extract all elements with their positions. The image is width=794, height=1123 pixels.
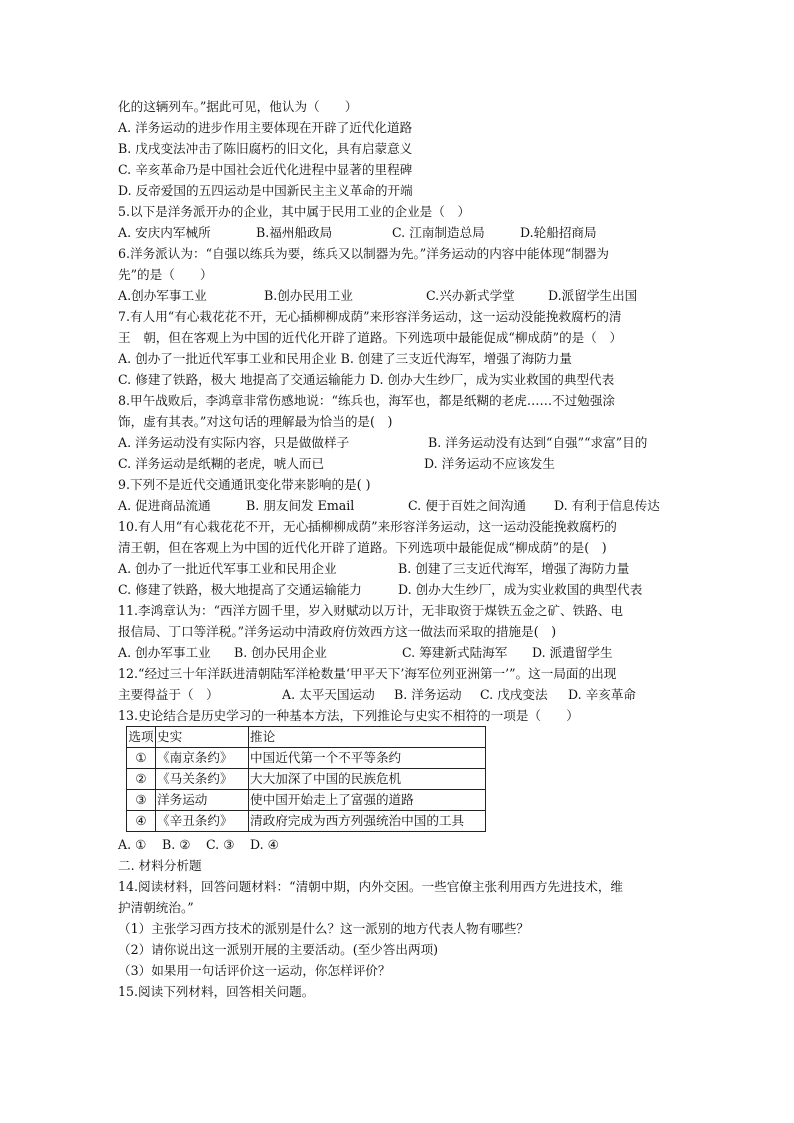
q8-option-c: C. 洋务运动是纸糊的老虎，唬人而已 <box>118 456 325 471</box>
q11-option-d: D. 派遣留学生 <box>532 645 613 660</box>
q14-sub-question-1: （1）主张学习西方技术的派别是什么？这一派别的地方代表人物有哪些？ <box>118 921 530 936</box>
q5-option-d: D.轮船招商局 <box>520 225 597 240</box>
table-cell: ④ <box>127 811 156 832</box>
q6-option-b: B.创办民用工业 <box>264 288 353 303</box>
exam-page <box>118 96 680 1002</box>
table-header-cell: 史实 <box>156 727 249 748</box>
table-cell: ③ <box>127 790 156 811</box>
q7-stem-line2: 王 朝，但在客观上为中国的近代化开辟了道路。下列选项中最能促成“柳成荫”的是（ ） <box>118 330 623 345</box>
q10-option-c: C. 修建了铁路，极大地提高了交通运输能力 <box>118 582 362 597</box>
table-row <box>127 811 486 832</box>
table-header-cell: 推论 <box>249 727 486 748</box>
q9-stem: 9.下列不是近代交通通讯变化带来影响的是( ) <box>118 477 371 492</box>
section-heading: 二. 材料分析题 <box>118 858 202 873</box>
q11-option-b: B. 创办民用企业 <box>234 645 327 660</box>
q11-stem-line1: 11.李鸿章认为：“西洋方圆千里，岁入财赋动以万计，无非取资于煤铁五金之矿、铁路、电 <box>118 603 624 618</box>
q13-option-d: D. ④ <box>250 837 279 852</box>
q7-options-line2: C. 修建了铁路，极大 地提高了交通运输能力 D. 创办大生纱厂，成为实业救国的典型代表 <box>118 372 615 387</box>
q15-stem: 15.阅读下列材料，回答相关问题。 <box>118 984 315 999</box>
q14-sub-question-3: （3）如果用一句话评价这一运动，你怎样评价？ <box>118 963 391 978</box>
q12-option-b: B. 洋务运动 <box>394 687 462 702</box>
table-row <box>127 748 486 769</box>
q5-option-b: B.福州船政局 <box>256 225 333 240</box>
table-cell: ② <box>127 769 156 790</box>
q6-option-c: C.兴办新式学堂 <box>426 288 515 303</box>
q13-stem: 13.史论结合是历史学习的一种基本方法，下列推论与史实不相符的一项是（ ） <box>118 708 579 723</box>
q12-stem-line1: 12.“经过三十年洋跃进清朝陆军洋枪数量‘甲平天下’海军位列亚洲第一’”。这一局面的出现 <box>118 666 617 681</box>
q13-options <box>118 834 680 855</box>
table-cell: ① <box>127 748 156 769</box>
q6-option-d: D.派留学生出国 <box>548 288 638 303</box>
q4-option-b: B. 戊戌变法冲击了陈旧腐朽的旧文化，具有启蒙意义 <box>118 141 413 156</box>
q8-option-d: D. 洋务运动不应该发生 <box>424 456 555 471</box>
q4-option-a: A. 洋务运动的进步作用主要体现在开辟了近代化道路 <box>118 120 413 135</box>
q6-stem-line1: 6.洋务派认为：“自强以练兵为要，练兵又以制器为先。”洋务运动的内容中能体现“制器为 <box>118 246 609 261</box>
table-header-row <box>127 727 486 748</box>
q5-option-c: C. 江南制造总局 <box>392 225 485 240</box>
q7-stem-line1: 7.有人用“有心栽花花不开，无心插柳柳成荫”来形容洋务运动，这一运动没能挽救腐朽的清 <box>118 309 622 324</box>
q10-options-row2 <box>118 579 680 600</box>
q6-stem-line2: 先”的是（ ） <box>118 267 213 282</box>
table-cell: 中国近代第一个不平等条约 <box>249 748 486 769</box>
q11-stem-line2: 报信局、丁口等洋税。”洋务运动中清政府仿效西方这一做法而采取的措施是( ) <box>118 624 557 639</box>
q5-option-a: A. 安庆内军械所 <box>118 225 211 240</box>
q10-option-a: A. 创办了一批近代军事工业和民用企业 <box>118 561 337 576</box>
table-cell: 《辛丑条约》 <box>156 811 249 832</box>
q12-option-c: C. 戊戌变法 <box>480 687 548 702</box>
q9-options <box>118 495 680 516</box>
q14-stem-line2: 护清朝统治。” <box>118 900 194 915</box>
q12-option-a: A. 太平天国运动 <box>282 687 375 702</box>
table-cell: 洋务运动 <box>156 790 249 811</box>
table-header-cell: 选项 <box>127 727 156 748</box>
table-cell: 《南京条约》 <box>156 748 249 769</box>
q9-option-a: A. 促进商品流通 <box>118 498 211 513</box>
q10-options-row1 <box>118 558 680 579</box>
q4-stem-tail: 化的这辆列车。”据此可见，他认为（ ） <box>118 99 358 114</box>
q10-stem-line1: 10.有人用“有心栽花花不开，无心插柳柳成荫”来形容洋务运动，这一运动没能挽救腐朽的 <box>118 519 617 534</box>
table-row <box>127 790 486 811</box>
q11-option-c: C. 筹建新式陆海军 <box>402 645 508 660</box>
q12-stem-line2 <box>118 684 680 705</box>
q13-option-a: A. ① <box>118 837 147 852</box>
q4-option-c: C. 辛亥革命乃是中国社会近代化进程中显著的里程碑 <box>118 162 413 177</box>
table-cell: 《马关条约》 <box>156 769 249 790</box>
q9-option-c: C. 便于百姓之间沟通 <box>408 498 526 513</box>
q11-options <box>118 642 680 663</box>
q7-options-line1: A. 创办了一批近代军事工业和民用企业 B. 创建了三支近代海军，增强了海防力量 <box>118 351 572 366</box>
q9-option-b: B. 朋友间发 Email <box>246 498 355 513</box>
q5-options <box>118 222 680 243</box>
q8-options-row1 <box>118 432 680 453</box>
table-cell: 使中国开始走上了富强的道路 <box>249 790 486 811</box>
q8-options-row2 <box>118 453 680 474</box>
table-row <box>127 769 486 790</box>
q10-stem-line2: 清王朝，但在客观上为中国的近代化开辟了道路。下列选项中最能促成“柳成荫”的是( ) <box>118 540 607 555</box>
q6-options <box>118 285 680 306</box>
q5-stem: 5.以下是洋务派开办的企业，其中属于民用工业的企业是（ ） <box>118 204 471 219</box>
q8-option-b: B. 洋务运动没有达到“自强”“求富”目的 <box>428 435 648 450</box>
q10-option-b: B. 创建了三支近代海军，增强了海防力量 <box>398 561 630 576</box>
q14-stem-line1: 14.阅读材料，回答问题材料：“清朝中期，内外交困。一些官僚主张利用西方先进技术，维 <box>118 879 624 894</box>
q8-stem-line1: 8.甲午战败后，李鸿章非常伤感地说：“练兵也，海军也，都是纸糊的老虎……不过勉强涂 <box>118 393 616 408</box>
q13-option-c: C. ③ <box>206 837 235 852</box>
q6-option-a: A.创办军事工业 <box>118 288 207 303</box>
q9-option-d: D. 有利于信息传达 <box>554 498 660 513</box>
q14-sub-question-2: （2）请你说出这一派别开展的主要活动。(至少答出两项) <box>118 942 439 957</box>
q13-table <box>126 726 486 832</box>
q8-option-a: A. 洋务运动没有实际内容，只是做做样子 <box>118 435 350 450</box>
q8-stem-line2: 饰，虚有其表。”对这句话的理解最为恰当的是( ) <box>118 414 393 429</box>
table-cell: 大大加深了中国的民族危机 <box>249 769 486 790</box>
q13-option-b: B. ② <box>162 837 191 852</box>
q12-stem-prefix: 主要得益于（ ） <box>118 687 219 702</box>
q11-option-a: A. 创办军事工业 <box>118 645 211 660</box>
q4-option-d: D. 反帝爱国的五四运动是中国新民主主义革命的开端 <box>118 183 413 198</box>
q10-option-d: D. 创办大生纱厂，成为实业救国的典型代表 <box>398 582 643 597</box>
table-cell: 清政府完成为西方列强统治中国的工具 <box>249 811 486 832</box>
q12-option-d: D. 辛亥革命 <box>568 687 637 702</box>
